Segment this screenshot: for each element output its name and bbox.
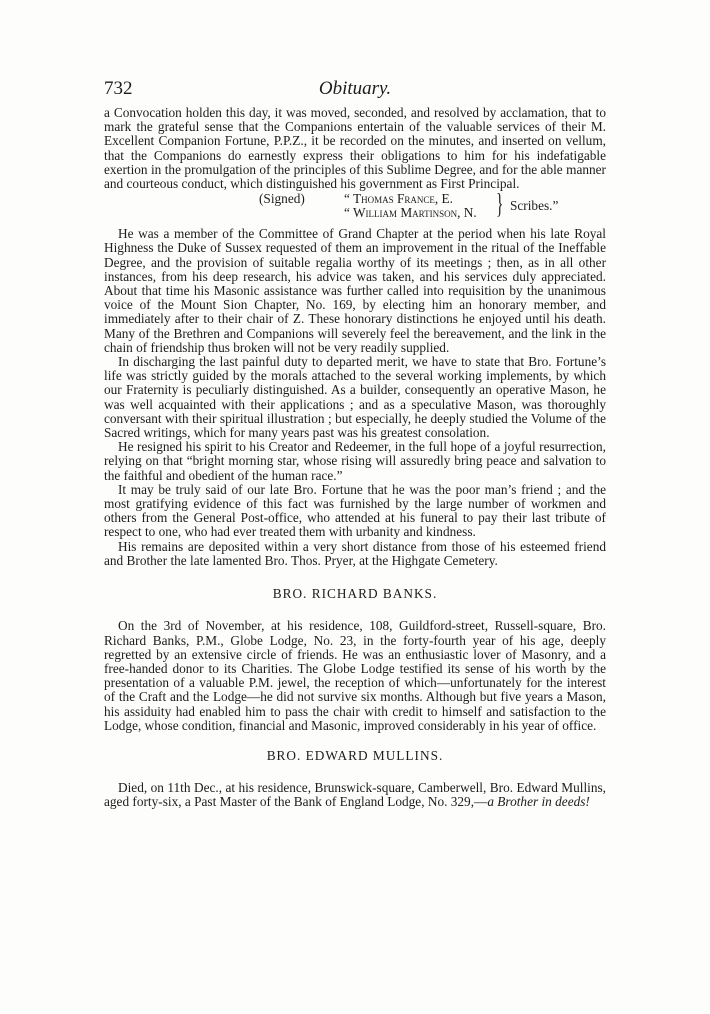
fortune-paragraph: He was a member of the Committee of Grand Chapter at the period when his late Royal Highness the Duke of Sussex requested of them an improvement in the ritual of the Ineffable Degree, and the provision of suitable regalia worthy of its meetings ; then, as in all other instances, from his deep research, his advice was taken, and his services duly appreciated. About that time his Masonic assistance was further called into requisition by the unanimous voice of the Mount Sion Chapter, No. 169, by electing him an honorary member, and immediately after to their chair of Z. These honorary distinctions he enjoyed until his death. Many of the Brethren and Companions will severely feel the bereavement, and the link in the chain of friendship thus broken will not be very readily supplied.	[104, 226, 606, 355]
page-number: 732	[104, 78, 133, 99]
fortune-paragraph: In discharging the last painful duty to departed merit, we have to state that Bro. Fortune’s life was strictly guided by the morals attached to the several working implements, by which our Fraternity is peculiarly distinguished. As a builder, consequently an operative Mason, he was well acquainted with their applications ; and as a speculative Mason, was thoroughly conversant with their spiritual illustration ; but especially, he deeply studied the Volume of the Sacred writings, which for many years past was his greatest consolation.	[104, 354, 606, 441]
scribes-label: Scribes.”	[510, 198, 559, 214]
mullins-paragraph-text: Died, on 11th Dec., at his residence, Brunswick-square, Camberwell, Bro. Edward Mullins, aged forty-six, a Past Master of the Bank of England Lodge, No. 329,—	[104, 780, 606, 810]
banks-paragraph: On the 3rd of November, at his residence, 108, Guildford-street, Russell-square, Bro. Richard Banks, P.M., Globe Lodge, No. 23, in the forty-fourth year of his age, deeply regretted by an extensive circle of friends. He was an enthusiastic lover of Masonry, and a free-handed donor to its Charities. The Globe Lodge testified its sense of his worth by the presentation of a valuable P.M. jewel, the reception of which—unfortunately for the interest of the Craft and the Lodge—he did not survive six months. Although but five years a Mason, his assiduity had enabled him to pass the chair with credit to himself and satisfaction to the Lodge, whose condition, financial and Masonic, improved considerably in his year of office.	[104, 618, 606, 733]
signatory-thomas-france: “ Thomas France, E.	[344, 191, 453, 207]
fortune-paragraph: It may be truly said of our late Bro. Fortune that he was the poor man’s friend ; and the most gratifying evidence of this fact was furnished by the large number of workmen and others from the General Post-office, who attended at his funeral to pay their last tribute of respect to one, who had ever treated them with urbanity and kindness.	[104, 481, 606, 540]
signed-label: (Signed)	[259, 191, 305, 207]
fortune-paragraph: His remains are deposited within a very short distance from those of his esteemed friend and Brother the late lamented Bro. Thos. Pryer, at the Highgate Cemetery.	[104, 538, 606, 568]
signatory-william-martinson: “ William Martinson, N.	[344, 205, 477, 221]
signature-block	[104, 189, 606, 222]
mullins-heading: BRO. EDWARD MULLINS.	[266, 747, 444, 763]
running-title: Obituary.	[318, 78, 392, 99]
mullins-paragraph-italic: a Brother in deeds!	[487, 794, 590, 810]
brace-mark: }	[496, 189, 504, 221]
intro-paragraph: a Convocation holden this day, it was moved, seconded, and resolved by acclamation, that to mark the grateful sense that the Companions entertain of the valuable services of their M. Excellent Companion Fortune, P.P.Z., it be recorded on the minutes, and inserted on vellum, that the Companions do earnestly express their obligations to him for his indefatigable exertion in the promulgation of the principles of this Sublime Degree, and for the able manner and courteous conduct, which distinguished his government as First Principal.	[104, 105, 606, 192]
banks-heading: BRO. RICHARD BANKS.	[272, 586, 438, 602]
fortune-paragraph: He resigned his spirit to his Creator and Redeemer, in the full hope of a joyful resurrection, relying on that “bright morning star, whose rising will assuredly bring peace and salvation to the faithful and obedient of the human race.”	[104, 439, 606, 483]
article-body	[104, 106, 606, 810]
mullins-paragraph	[104, 781, 606, 809]
page-header	[104, 78, 606, 104]
